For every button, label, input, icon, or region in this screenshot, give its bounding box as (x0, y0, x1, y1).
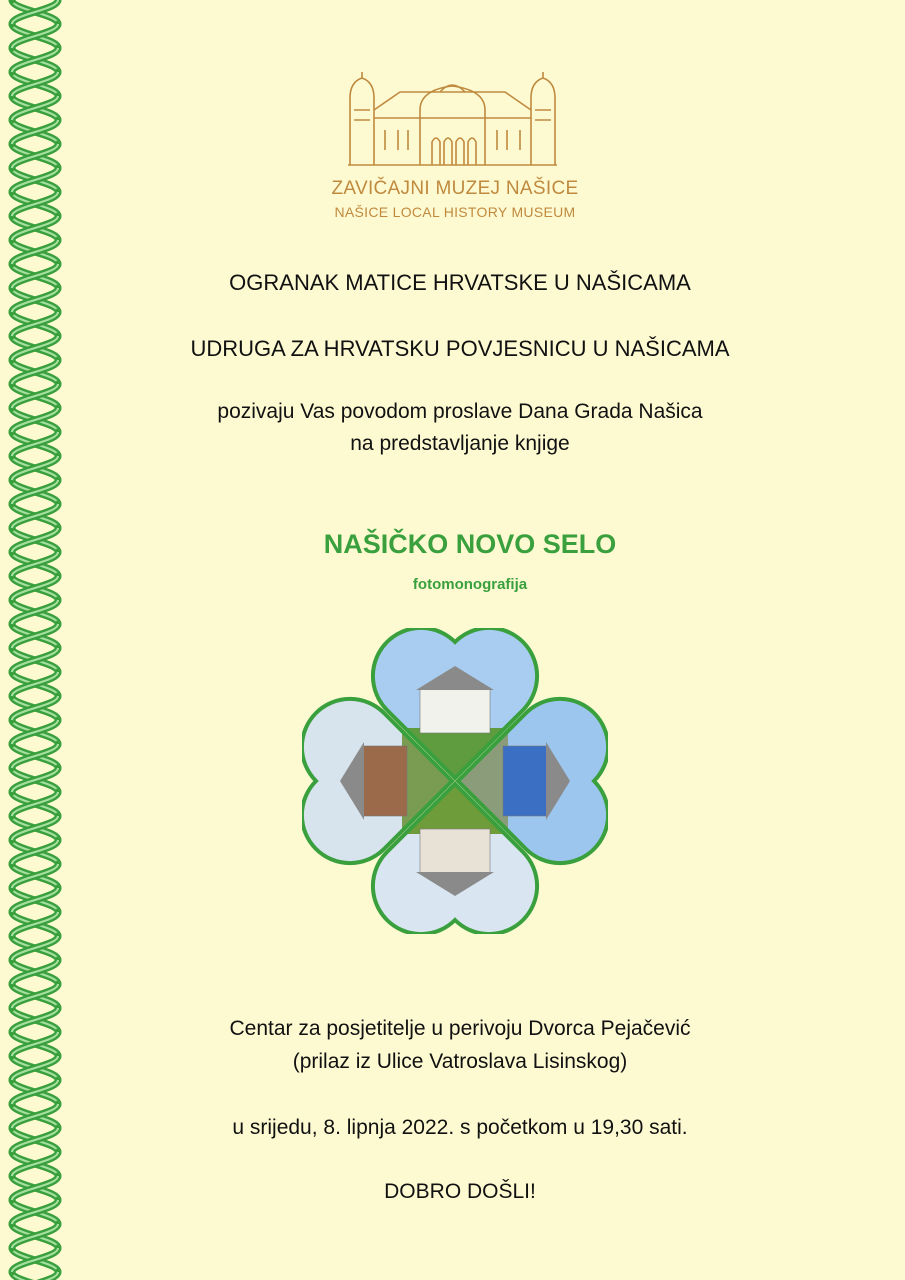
book-subtitle: fotomonografija (412, 576, 528, 593)
braided-border (0, 0, 70, 1280)
venue-line-1: Centar za posjetitelje u perivoju Dvorca Pejačević (229, 1017, 691, 1040)
event-datetime: u srijedu, 8. lipnja 2022. s početkom u 19,30 sati. (232, 1116, 688, 1139)
welcome-message: DOBRO DOŠLI! (384, 1180, 536, 1203)
book-title: NAŠIČKO NOVO SELO (323, 529, 617, 559)
invitation-line-2: na predstavljanje knjige (350, 432, 570, 455)
organizer-1: OGRANAK MATICE HRVATSKE U NAŠICAMA (229, 270, 691, 295)
clover-leaves (302, 628, 608, 934)
museum-name-croatian: ZAVIČAJNI MUZEJ NAŠICE (331, 178, 579, 199)
museum-logo-icon (340, 70, 565, 170)
invitation-line-1: pozivaju Vas povodom proslave Dana Grada Našica (217, 400, 703, 423)
organizer-2: UDRUGA ZA HRVATSKU POVJESNICU U NAŠICAMA (190, 336, 730, 361)
clover-photo-collage (302, 628, 608, 934)
museum-name-english: NAŠICE LOCAL HISTORY MUSEUM (334, 204, 576, 220)
venue-line-2: (prilaz iz Ulice Vatroslava Lisinskog) (292, 1050, 628, 1073)
